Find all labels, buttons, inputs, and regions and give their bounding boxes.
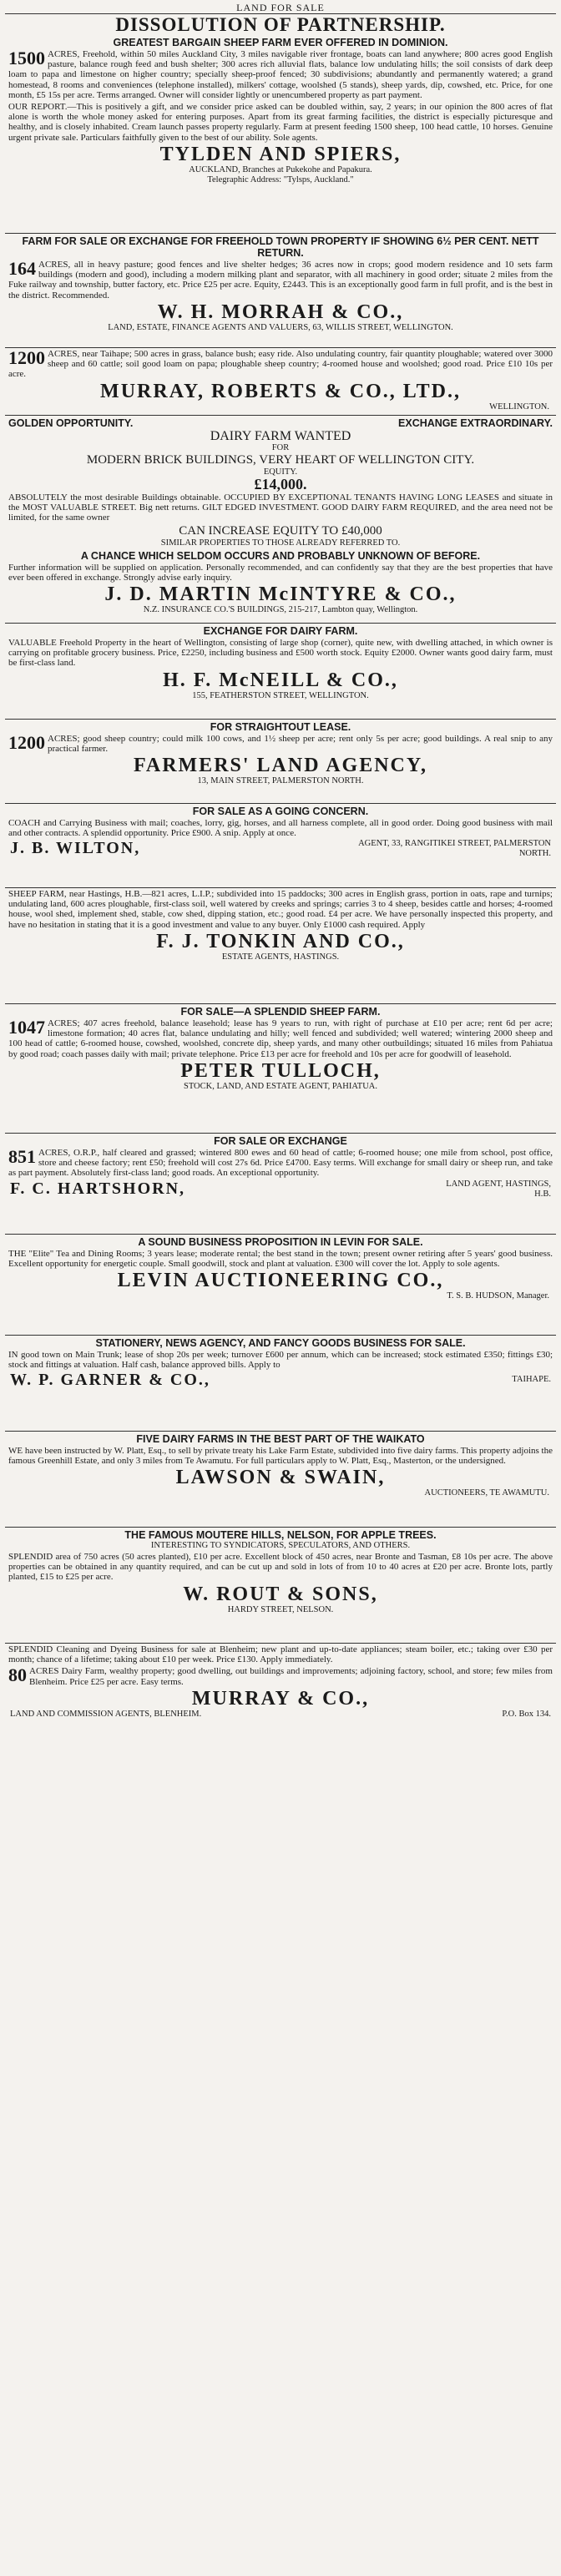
firm-address: HARDY STREET, NELSON. (227, 1604, 334, 1614)
buildings-line: MODERN BRICK BUILDINGS, VERY HEART OF WELLINGTON CITY. (86, 453, 475, 467)
firm-name: W. P. GARNER & CO., (10, 1371, 210, 1390)
firm-row (5, 1179, 556, 1200)
ad-straightout-lease (5, 720, 556, 804)
ad-body: SHEEP FARM, near Hastings, H.B.—821 acres, L.I.P.; subdivided into 15 paddocks; 300 acres in English grass, portion in oats, rape and turnips; undulating land, 600 acres ploughable, first-class soil, well watered by creeks and springs; carries 3 to 4 sheep, besides cattle and horses; 4-roomed house, wool shed, implement shed, stable, cow shed, dipping station, etc.; good road. £4 per acre. We have personally inspected this property, and have no hesitation in stating that it is a good investment and value to any buyer. Only £1000 cash required. Apply (8, 889, 553, 930)
ad-body (5, 1147, 556, 1179)
ad-subheadline: INTERESTING TO SYNDICATORS, SPECULATORS, AND OTHERS. (150, 1541, 411, 1550)
ad-headline-right: EXCHANGE EXTRAORDINARY. (398, 417, 553, 429)
acreage-lead: 1047 (8, 1017, 45, 1038)
ad-body (5, 1018, 556, 1060)
ad-text: ACRES, all in heavy pasture; good fences and live shelter hedges; 36 acres now in crops; good modern residence and 10 sets farm buildings (modern and good), including a modern milking plant and separator, with all machinery in good order; situate 2 miles from the Fuke railway and township, butter factory, etc. Price £25 per acre. Equity, £2443. This is an exceptionally good farm in full profit, and is the best in the district. Recommended. (8, 260, 553, 301)
firm-name: W. ROUT & SONS, (183, 1583, 378, 1605)
telegraphic-address: Telegraphic Address: "Tylsps, Auckland." (207, 174, 354, 184)
firm-manager: T. S. B. HUDSON, Manager. (447, 1291, 549, 1301)
ad-text: ACRES Dairy Farm, wealthy property; good dwelling, out buildings and improvements; adjoining factory, school, and store; few miles from Blenheim. Price £25 per acre. Easy terms. (29, 1666, 553, 1687)
equity-value: £14,000. (254, 476, 307, 492)
ad-sheep-farm-hastings (5, 888, 556, 1004)
ad-body-2 (5, 1665, 556, 1687)
for-line: FOR (271, 443, 290, 452)
firm-address: ESTATE AGENTS, HASTINGS. (221, 952, 340, 962)
ad-text: ACRES, Freehold, within 50 miles Auckland City, 3 miles navigable river frontage, boats can land anywhere; 800 acres good English pasture, balance rough feed and bush shelter; 300 acres rich alluvial flats, balance low undulating hills; the soil consists of dark deep loam to papa and limestone on higher country; specially sheep-proof fenced; 30 subdivisions; abundantly and permanently watered; a grand homestead, 8 rooms and conveniences (telephone installed), milkers' cottage, woolshed (5 stands), sheep yards, dip, cowshed, etc. Price, for one month, £5 15s per acre. Terms arranged. Owner will consider lightly or unencumbered property as part payment. (8, 49, 553, 100)
firm-name: J. D. MARTIN McINTYRE & CO., (104, 583, 457, 606)
section-title: LAND FOR SALE (236, 2, 325, 13)
firm-row (5, 1710, 556, 1720)
ad-farm-exchange (5, 234, 556, 348)
ad-headline: FOR SALE AS A GOING CONCERN. (192, 806, 369, 817)
firm-row (5, 839, 556, 859)
ad-levin-business (5, 1235, 556, 1336)
ad-text: ACRES, O.R.P., half cleared and grassed; wintered 800 ewes and 60 head of cattle; 6-roomed house; one mile from school, post office, store and cheese factory; rent £50; freehold will cost 27s 6d. Price £4700. Easy terms. Will exchange for small dairy or sheep run, and take as part payment. Absolutely first-class land; good roads. An exceptional opportunity. (8, 1148, 553, 1179)
ad-text: ACRES, near Taihape; 500 acres in grass, balance bush; easy ride. Also undulating country, fair quantity ploughable; watered over 3000 sheep and 60 cattle; soil good loam on papa; ploughable sheep country; 4-roomed house and woolshed; good road. Price £10 10s per acre. (8, 349, 553, 380)
ad-body (5, 48, 556, 101)
ad-taihape-acres (5, 348, 556, 416)
acreage-lead: 1500 (8, 48, 45, 68)
firm-name: H. F. McNEILL & CO., (163, 669, 398, 691)
firm-address: TAIHAPE. (512, 1375, 551, 1385)
firm-name: MURRAY & CO., (191, 1687, 370, 1710)
firm-address: N.Z. INSURANCE CO.'S BUILDINGS, 215-217, Lambton quay, Wellington. (143, 605, 418, 615)
wanted-line: DAIRY FARM WANTED (210, 429, 351, 443)
firm-address: 155, FEATHERSTON STREET, WELLINGTON. (192, 690, 369, 700)
ad-headline: A SOUND BUSINESS PROPOSITION IN LEVIN FOR SALE. (138, 1236, 423, 1248)
firm-address: LAND, ESTATE, FINANCE AGENTS AND VALUERS, 63, WILLIS STREET, WELLINGTON. (108, 322, 453, 332)
ad-stationery (5, 1336, 556, 1432)
ad-body: WE have been instructed by W. Platt, Esq., to sell by private treaty his Lake Farm Estate, subdivided into five dairy farms. This property adjoins the famous Greenhill Estate, and only 3 miles from Te Awamutu. For full particulars apply to W. Platt, Esq., Masterton, or the undersigned. (8, 1446, 553, 1467)
firm-name: TYLDEN AND SPIERS, (159, 143, 402, 165)
ad-subheadline: GREATEST BARGAIN SHEEP FARM EVER OFFERED IN DOMINION. (113, 37, 448, 48)
firm-address: LAND AGENT, HASTINGS, H.B. (446, 1179, 551, 1199)
firm-name: LEVIN AUCTIONEERING CO., (117, 1270, 444, 1292)
ad-blenheim (5, 1644, 556, 1735)
equity-label: EQUITY. (263, 467, 298, 477)
firm-name: MURRAY, ROBERTS & CO., LTD., (100, 380, 461, 402)
firm-name: F. J. TONKIN AND CO., (156, 930, 405, 952)
ad-body: ABSOLUTELY the most desirable Buildings obtainable. OCCUPIED BY EXCEPTIONAL TENANTS HAVING LONG LEASES and situate in the MOST VALUABLE STREET. Big nett returns. GILT EDGED INVESTMENT. GOOD DAIRY FARM REQUIRED, and the area need not be limited, for the same owner (8, 492, 553, 523)
firm-name: J. B. WILTON, (10, 839, 141, 858)
ad-headline-row (5, 416, 556, 429)
firm-address: AUCKLAND, Branches at Pukekohe and Papakura. (189, 164, 372, 174)
ad-headline: FARM FOR SALE OR EXCHANGE FOR FREEHOLD TOWN PROPERTY IF SHOWING 6½ PER CENT. NETT RETURN. (22, 235, 539, 259)
firm-name: F. C. HARTSHORN, (10, 1179, 186, 1198)
acreage-lead: 1200 (8, 348, 45, 368)
firm-address: LAND AND COMMISSION AGENTS, BLENHEIM. (10, 1709, 202, 1719)
ad-exchange-dairy (5, 624, 556, 720)
ad-body (5, 259, 556, 301)
ad-body-2: Further information will be supplied on application. Personally recommended, and can confidently say that they are the best properties that have ever been offered in exchange. Strongly advise early inquiry. (8, 562, 553, 583)
firm-address: AUCTIONEERS, TE AWAMUTU. (424, 1488, 549, 1498)
increase-equity: CAN INCREASE EQUITY TO £40,000 (179, 523, 382, 538)
ad-dissolution (5, 13, 556, 234)
ad-text: ACRES; good sheep country; could milk 100 cows, and 1½ sheep per acre; rent only 5s per acre; good buildings. A real snip to any practical farmer. (48, 734, 553, 755)
similar-properties: SIMILAR PROPERTIES TO THOSE ALREADY REFERRED TO. (160, 538, 401, 548)
ad-headline: EXCHANGE FOR DAIRY FARM. (203, 625, 358, 637)
ad-body: COACH and Carrying Business with mail; coaches, lorry, gig, horses, and all harness complete, all in good order. Doing good business with mail and other contracts. A splendid opportunity. Price £900. A snip. Apply at once. (8, 818, 553, 839)
ad-waikato-dairy (5, 1432, 556, 1528)
ad-splendid-sheep-farm (5, 1004, 556, 1134)
ad-body: THE "Elite" Tea and Dining Rooms; 3 years lease; moderate rental; the best stand in the town; present owner retiring after 5 years' good business. Excellent opportunity for energetic couple. Small goodwill, stock and plant at valuation. £300 will cover the lot. Apply to sole agents. (8, 1249, 553, 1270)
ad-body (5, 348, 556, 381)
acreage-lead: 1200 (8, 732, 45, 753)
ad-going-concern (5, 804, 556, 888)
ad-headline: FOR SALE OR EXCHANGE (214, 1135, 347, 1147)
ad-body: IN good town on Main Trunk; lease of shop 20s per week; turnover £600 per annum, which can be increased; stock estimated £350; fittings £30; stock and fittings at valuation. Half cash, balance approved bills. Apply to (8, 1350, 553, 1371)
ad-headline: FOR STRAIGHTOUT LEASE. (210, 721, 351, 733)
ad-report: OUR REPORT.—This is positively a gift, and we consider price asked can be doubled within, say, 2 years; in our opinion the 800 acres of flat alone is worth the whole money asked for entering purposes. Apart from its great farming facilities, the district is especially picturesque and healthy, and is closely inhabited. Cream launch passes property regularly. Farm at present feeding 1500 sheep, 100 head cattle, 10 horses. Genuine urgent private sale. Particulars faithfully given to the best of our ability. Sole agents. (8, 102, 553, 143)
firm-address: STOCK, LAND, AND ESTATE AGENT, PAHIATUA. (183, 1081, 377, 1091)
firm-name: PETER TULLOCH, (180, 1059, 381, 1082)
firm-address: AGENT, 33, RANGITIKEI STREET, PALMERSTON NORTH. (358, 839, 551, 859)
firm-name: LAWSON & SWAIN, (175, 1467, 386, 1489)
firm-name: W. H. MORRAH & CO., (157, 301, 404, 323)
ad-headline: THE FAMOUS MOUTERE HILLS, NELSON, FOR APPLE TREES. (124, 1529, 437, 1541)
ad-body: SPLENDID Cleaning and Dyeing Business for sale at Blenheim; new plant and up-to-date appliances; steam boiler, etc.; taking over £30 per month; chance of a lifetime; taking about £10 per week. Price £130. Apply immediately. (8, 1644, 553, 1665)
ad-headline: FIVE DAIRY FARMS IN THE BEST PART OF THE WAIKATO (136, 1433, 425, 1445)
firm-name: FARMERS' LAND AGENCY, (133, 755, 428, 777)
ad-body: VALUABLE Freehold Property in the heart of Wellington, consisting of large shop (corner), quite new, with dwelling attached, in which owner is carrying on profitable grocery business. Price, £2250, including business and £500 worth stock. Equity £2000. Owner wants good dairy farm, must be first-class land. (8, 638, 553, 669)
ad-text: ACRES; 407 acres freehold, balance leasehold; lease has 9 years to run, with right of purchase at £10 per acre; rent 6d per acre; limestone formation; 40 acres flat, balance undulating and hilly; well fenced and subdivided; well watered; wintering 2000 sheep and 100 head of cattle; 6-roomed house, cowshed, woolshed, concrete dip, sheep yards, and many other outbuildings; situated 16 miles from Pahiatua by good road; coach passes daily with mail; private telephone. Price £13 per acre for freehold and 10s per acre for goodwill of leasehold. (8, 1018, 553, 1059)
firm-address: WELLINGTON. (489, 402, 549, 412)
po-box: P.O. Box 134. (502, 1709, 551, 1719)
chance-line: A CHANCE WHICH SELDOM OCCURS AND PROBABLY UNKNOWN OF BEFORE. (80, 549, 481, 562)
acreage-lead: 851 (8, 1146, 36, 1167)
ad-headline: DISSOLUTION OF PARTNERSHIP. (115, 14, 446, 35)
ad-body: SPLENDID area of 750 acres (50 acres planted), £10 per acre. Excellent block of 450 acres, near Bronte and Tasman, £8 10s per acre. The above properties can be obtained in any quantity required, and can be cut up and sold in lots of from 10 to 40 acres at £20 per acre. Bronte lots, partly planted, £15 to £25 per acre. (8, 1552, 553, 1583)
acreage-lead: 80 (8, 1664, 27, 1686)
ad-sale-or-exchange (5, 1134, 556, 1235)
ad-golden-opportunity (5, 416, 556, 624)
acreage-lead: 164 (8, 258, 36, 279)
ad-body (5, 733, 556, 755)
firm-row (5, 1371, 556, 1389)
ad-headline: FOR SALE—A SPLENDID SHEEP FARM. (180, 1006, 381, 1018)
ad-headline-left: GOLDEN OPPORTUNITY. (8, 417, 134, 429)
ad-moutere-hills (5, 1528, 556, 1644)
ad-headline: STATIONERY, NEWS AGENCY, AND FANCY GOODS BUSINESS FOR SALE. (95, 1337, 466, 1349)
firm-address: 13, MAIN STREET, PALMERSTON NORTH. (197, 776, 364, 786)
